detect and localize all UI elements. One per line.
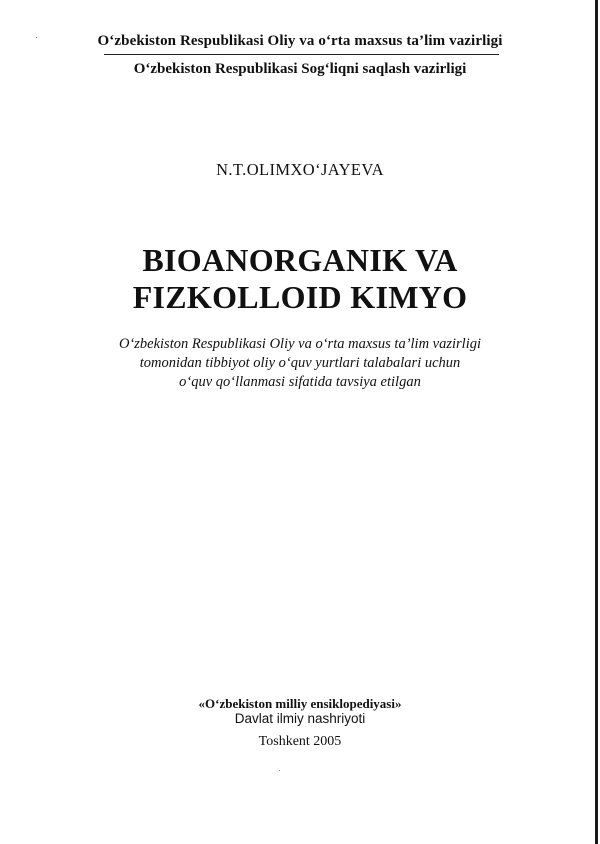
- approval-line-1: O‘zbekiston Respublikasi Oliy va o‘rta maxsus ta’lim vazirligi: [118, 336, 482, 352]
- header-divider: [104, 54, 499, 55]
- approval-line-2: tomonidan tibbiyot oliy o‘quv yurtlari talabalari uchun: [139, 355, 461, 371]
- book-title-line-1: BIOANORGANIK VA: [142, 242, 458, 278]
- scan-speck: [36, 37, 37, 38]
- publisher-name: «O‘zbekiston milliy ensiklopediyasi»: [198, 696, 402, 711]
- scan-speck: [279, 770, 280, 771]
- ministry-line-2: O‘zbekiston Respublikasi Sog‘liqni saqlash vazirligi: [133, 61, 467, 77]
- book-title-line-2: FIZKOLLOID KIMYO: [132, 279, 468, 315]
- publisher-type: Davlat ilmiy nashriyoti: [234, 711, 366, 726]
- city-year: Toshkent 2005: [258, 734, 342, 749]
- scan-page-edge: [595, 0, 598, 844]
- author-name: N.T.OLIMXO‘JAYEVA: [216, 160, 384, 179]
- approval-line-3: o‘quv qo‘llanmasi sifatida tavsiya etilgan: [179, 374, 421, 390]
- ministry-line-1: O‘zbekiston Respublikasi Oliy va o‘rta maxsus ta’lim vazirligi: [97, 33, 503, 49]
- approval-note: [0, 335, 600, 392]
